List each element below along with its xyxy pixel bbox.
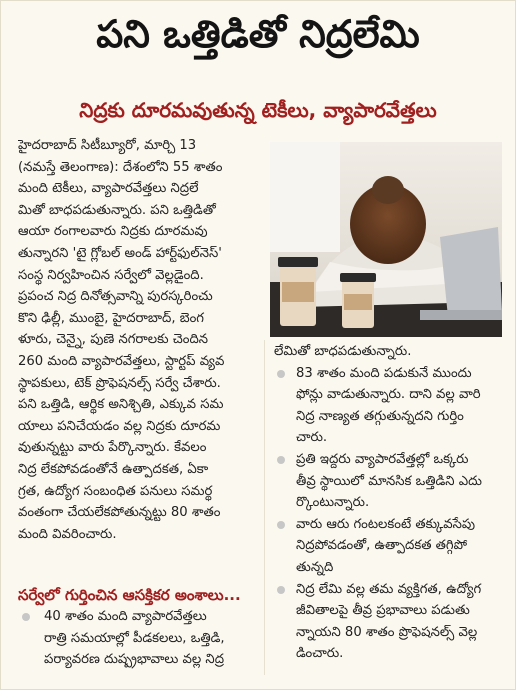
body-line: సంస్థ నిర్వహించిన సర్వేలో వెల్లడైంది. (18, 267, 204, 283)
left-bullet-list (18, 606, 258, 671)
subheadline: నిద్రకు దూరమవుతున్న టెకీలు, వ్యాపారవేత్తలు (79, 98, 437, 122)
article-photo (270, 142, 502, 337)
bullet-line: చారు. (296, 430, 328, 446)
body-line: కొని ఢిల్లీ, ముంబై, హైదరాబాద్, బెంగ (18, 310, 204, 326)
bullet-line: డించారు. (296, 646, 344, 662)
bullet-item (274, 449, 508, 514)
body-line: పని ఒత్తిడి, ఆర్థిక అనిశ్చితి, ఎక్కువ సమ (18, 397, 224, 413)
bullet-line: వారు ఆరు గంటలకంటే తక్కువసేపు (296, 516, 476, 532)
bullet-line: జీవితాలపై తీవ్ర ప్రభావాలు పడుతు (296, 603, 470, 619)
bullet-dot-icon (277, 586, 285, 594)
body-line: ప్రపంచ నిద్ర దినోత్సవాన్ని పురస్కరించు (18, 289, 213, 305)
bullet-dot-icon (277, 370, 285, 378)
section-heading: సర్వేలో గుర్తించిన ఆసక్తికర అంశాలు... (18, 586, 241, 604)
body-line: (నమస్తే తెలంగాణ): దేశంలోని 55 శాతం (18, 159, 223, 175)
body-line: మంది టెకీలు, వ్యాపారవేత్తలు నిద్రలే (18, 181, 199, 197)
bullet-line: తున్నది (296, 559, 334, 575)
body-line: 260 మంది వ్యాపారవేత్తలు, స్టార్టప్ వ్యవ (18, 353, 225, 369)
body-line: హైదరాబాద్ సిటీబ్యూరో, మార్చి 13 (18, 138, 197, 153)
tired-person-photo-icon (270, 142, 502, 337)
right-column (274, 341, 508, 665)
bullet-line: ర్కొంటున్నారు. (296, 495, 370, 511)
bullet-line: రాత్రి సమయాల్లో పీడకలలు, ఒత్తిడి, (44, 630, 225, 646)
body-line: నిద్ర లేకపోవడంతోనే ఉత్పాదకత, ఏకా (18, 461, 209, 477)
body-line: వంతంగా చేయలేకపోతున్నట్టు 80 శాతం (18, 505, 221, 521)
bullet-line: ఫోన్లు వాడుతున్నారు. దాని వల్ల వారి (296, 387, 481, 403)
bullet-item (274, 514, 508, 579)
bullet-item (274, 579, 508, 665)
bullet-line: న్నాయని 80 శాతం ప్రొఫెషనల్స్ వెల్ల (296, 624, 478, 640)
headline: పని ఒత్తిడితో నిద్రలేమి (96, 12, 420, 56)
bullet-dot-icon (277, 521, 285, 529)
body-line: మంది వివరించారు. (18, 526, 117, 542)
column-divider (264, 340, 265, 675)
bullet-dot-icon (277, 456, 285, 464)
bullet-line: 83 శాతం మంది పడుకునే ముందు (296, 365, 472, 381)
body-line: యాలు పనిచేయడం వల్ల నిద్రకు దూరమ (18, 418, 221, 434)
bullet-line: ప్రతి ఇద్దరు వ్యాపారవేత్తల్లో ఒక్కరు (296, 451, 469, 467)
bullet-item (18, 606, 258, 671)
bullet-line: తీవ్ర స్థాయిలో మానసిక ఒత్తిడిని ఎదు (296, 473, 482, 489)
body-line: గ్రత, ఉద్యోగ సంబంధిత పనులు సమర్థ (18, 483, 213, 499)
bullet-line: నిద్ర నాణ్యత తగ్గుతున్నదని గుర్తిం (296, 408, 464, 424)
bullet-line: 40 శాతం మంది వ్యాపారవేత్తలు (44, 609, 207, 624)
body-line: ళూరు, చెన్నై, పుణె నగరాలకు చెందిన (18, 332, 209, 348)
bullet-line: నిద్ర లేమి వల్ల తమ వ్యక్తిగత, ఉద్యోగ (296, 581, 482, 597)
bullet-dot-icon (22, 613, 30, 621)
body-line: వుతున్నట్టు వారు పేర్కొన్నారు. కేవలం (18, 440, 207, 456)
bullet-item (274, 363, 508, 449)
body-line: మితో బాధపడుతున్నారు. పని ఒత్తిడితో (18, 202, 216, 218)
article-body (18, 135, 258, 545)
bullet-line: నిద్రపోవడంతో, ఉత్పాదకత తగ్గిపో (296, 538, 468, 554)
bullet-line: పర్యావరణ దుష్ప్రభావాలు వల్ల నిద్ర (44, 652, 225, 668)
body-line: తున్నారని 'టై గ్లోబల్ అండ్ హార్ట్‌ఫుల్‌నెస్' (18, 245, 222, 261)
continuation-line: లేమితో బాధపడుతున్నారు. (274, 344, 412, 359)
body-line: స్థాపకులు, టెక్ ప్రొఫెషనల్స్ సర్వే చేశారు. (18, 375, 221, 391)
body-line: ఆయా రంగాలవారు నిద్రకు దూరమవు (18, 224, 208, 240)
